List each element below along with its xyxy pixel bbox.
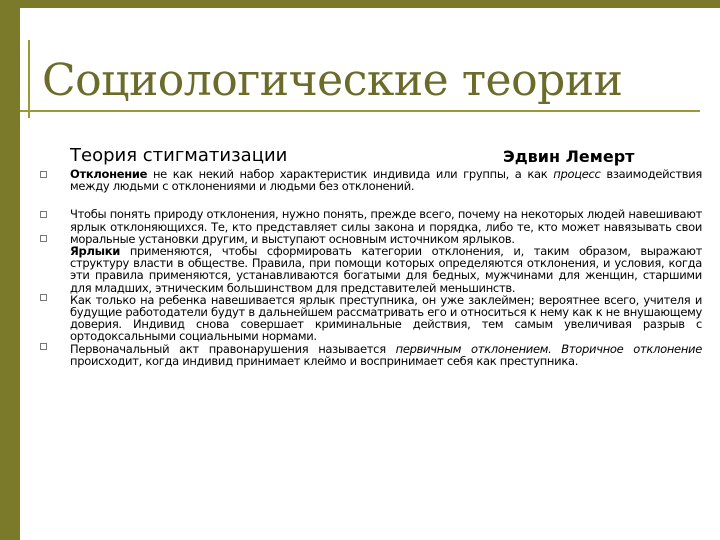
bullet-list — [40, 168, 700, 367]
square-bullet-icon — [40, 294, 47, 301]
bullet-text-run: взаимодействия между людьми с отклонениями и людьми без отклонений. — [70, 167, 702, 194]
bullet-text-italic: процесс — [553, 167, 601, 181]
bullet-text — [70, 208, 702, 245]
bullet-text — [70, 294, 702, 343]
left-accent-bar — [0, 0, 20, 540]
square-bullet-icon — [40, 171, 47, 178]
author-name: Эдвин Лемерт — [503, 147, 635, 166]
bullet-text-run: Первоначальный акт правонарушения называется — [70, 341, 396, 356]
bullet-item — [40, 208, 700, 245]
square-bullet-icon — [40, 235, 47, 242]
bullet-item — [40, 245, 700, 294]
bullet-text-italic: первичным отклонением. Вторичное отклонение — [395, 341, 702, 356]
bullet-text — [70, 168, 702, 192]
bullet-text-run: Чтобы понять природу отклонения, нужно понять, прежде всего, почему на некоторых людей навешивают ярлык отклоняющихся. Те, кто представляет силы закона и порядка, либо те, кто может навязывать свои моральные установки другим, и выступают основным источником ярлыков. — [70, 207, 702, 246]
bullet-text-run: Как только на ребенка навешивается ярлык преступника, он уже заклеймен; вероятнее всего, учителя и будущие работодатели будут в дальнейшем рассматривать его и относиться к нему как к не внушающему доверия. Индивид снова совершает криминальные действия, тем самым увеличивая разрыв с ортодоксальными социальными нормами. — [70, 292, 702, 344]
title-horizontal-rule — [20, 110, 700, 112]
square-bullet-icon — [40, 343, 47, 350]
bullet-text-run: применяются, чтобы сформировать категории отклонения, и, таким образом, выражают структуру власти в обществе. Правила, при помощи которых определяются отклонения, и условия, когда эти правила применяются, устанавливаются богатыми для бедных, мужчинами для женщин, старшими для младших, этническим большинством для представителей меньшинств. — [70, 244, 702, 295]
bullet-item — [40, 343, 700, 367]
bullet-text — [70, 245, 702, 294]
theory-name: Теория стигматизации — [70, 145, 288, 166]
top-accent-bar — [0, 0, 720, 8]
bullet-text-run: не как некий набор характеристик индивида или группы, а как — [147, 167, 554, 181]
slide-title: Социологические теории — [42, 55, 623, 106]
square-bullet-icon — [40, 211, 47, 218]
bullet-text — [70, 343, 702, 367]
title-vertical-rule — [28, 40, 30, 118]
bullet-text-bold: Ярлыки — [70, 244, 120, 259]
bullet-item — [40, 294, 700, 343]
bullet-text-run: происходит, когда индивид принимает клеймо и воспринимает себя как преступника. — [70, 353, 579, 368]
bullet-item — [40, 168, 700, 192]
bullet-text-bold: Отклонение — [70, 167, 148, 181]
